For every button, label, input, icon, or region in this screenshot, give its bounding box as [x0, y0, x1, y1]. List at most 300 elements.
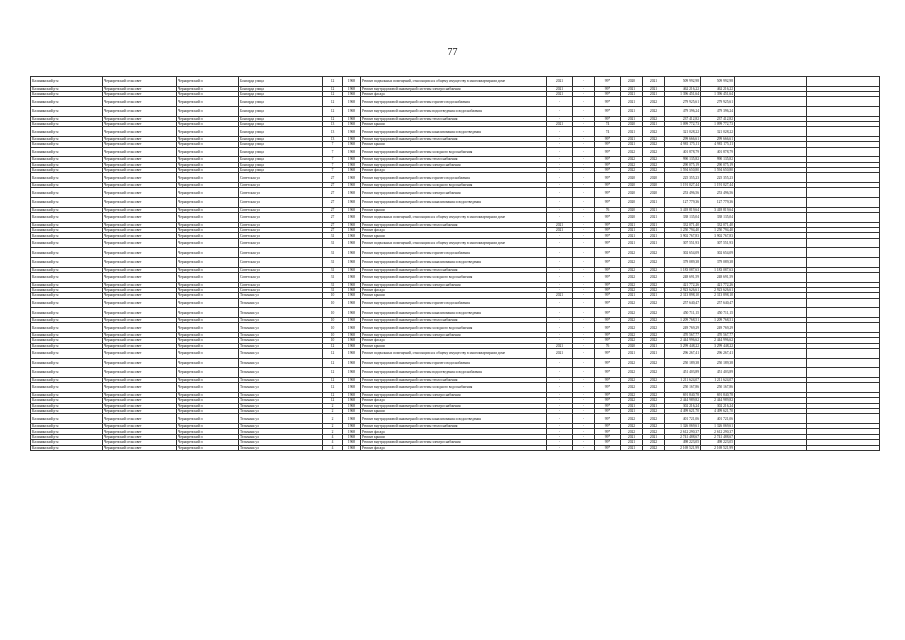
- cell-end-year: 2022: [643, 282, 665, 287]
- cell-street: Советская ул: [239, 213, 323, 223]
- cell-start-year: 2022: [621, 392, 643, 397]
- cell-settlement: Черноречский сельсовет: [103, 392, 177, 397]
- cell-house: 12: [323, 377, 343, 382]
- cell-locality: Черноречский п: [177, 282, 239, 287]
- cell-house: 4: [323, 445, 343, 450]
- cell-empty-1: [735, 323, 807, 333]
- cell-street: Бонгарда улица: [239, 91, 323, 96]
- cell-flag-3: 76: [595, 343, 621, 348]
- cell-settlement: Черноречский сельсовет: [103, 127, 177, 137]
- cell-district: Калининский р-н: [31, 317, 103, 322]
- cell-flag-1: -: [547, 445, 573, 450]
- cell-end-year: 2022: [643, 424, 665, 429]
- cell-district: Калининский р-н: [31, 188, 103, 198]
- cell-settlement: Черноречский сельсовет: [103, 86, 177, 91]
- cell-district: Калининский р-н: [31, 343, 103, 348]
- cell-end-year: 2022: [643, 392, 665, 397]
- table-row: [31, 445, 880, 450]
- cell-year: 1968: [343, 445, 361, 450]
- cell-flag-3: 99*: [595, 168, 621, 173]
- cell-locality: Черноречский п: [177, 424, 239, 429]
- cell-locality: Черноречский п: [177, 157, 239, 162]
- cell-street: Советская ул: [239, 258, 323, 268]
- cell-year: 1968: [343, 358, 361, 368]
- cell-year: 1968: [343, 308, 361, 318]
- cell-locality: Черноречский п: [177, 272, 239, 282]
- table-row: [31, 323, 880, 333]
- cell-cost: 2 313 898,10: [665, 293, 701, 298]
- cell-settlement: Черноречский сельсовет: [103, 403, 177, 408]
- cell-flag-1: 2021: [547, 77, 573, 87]
- cell-work-type: Ремонт внутридомовой инженерной системы горячего водоснабжения: [361, 97, 547, 107]
- cell-flag-2: -: [573, 429, 595, 434]
- cell-start-year: 2020: [621, 77, 643, 87]
- page-number: 77: [447, 47, 458, 58]
- cell-start-year: 2022: [621, 338, 643, 343]
- cell-street: Советская ул: [239, 267, 323, 272]
- cell-end-year: 2021: [643, 213, 665, 223]
- cell-cost: 1 326 069,61: [665, 424, 701, 429]
- cell-end-year: 2021: [643, 228, 665, 233]
- cell-flag-1: 2021: [547, 91, 573, 96]
- cell-flag-1: -: [547, 434, 573, 439]
- cell-work-type: Ремонт подвальных помещений, относящихся к общему имуществу в многоквартирном доме: [361, 349, 547, 359]
- cell-work-type: Ремонт внутридомовой инженерной системы теплоснабжения: [361, 116, 547, 121]
- cell-settlement: Черноречский сельсовет: [103, 121, 177, 126]
- cell-locality: Черноречский п: [177, 267, 239, 272]
- cell-flag-2: -: [573, 188, 595, 198]
- cell-work-type: Ремонт крыши: [361, 121, 547, 126]
- cell-locality: Черноречский п: [177, 332, 239, 337]
- cell-flag-1: -: [547, 267, 573, 272]
- cell-settlement: Черноречский сельсовет: [103, 183, 177, 188]
- cell-work-type: Ремонт фасада: [361, 228, 547, 233]
- cell-work-type: Ремонт внутридомовой инженерной системы холодного водоснабжения: [361, 383, 547, 393]
- cell-flag-1: -: [547, 383, 573, 393]
- cell-flag-2: -: [573, 332, 595, 337]
- cell-flag-3: 99*: [595, 106, 621, 116]
- cell-flag-2: -: [573, 168, 595, 173]
- cell-flag-3: 99*: [595, 403, 621, 408]
- cell-end-year: 2022: [643, 298, 665, 308]
- cell-flag-2: -: [573, 121, 595, 126]
- cell-flag-2: -: [573, 414, 595, 424]
- cell-work-type: Ремонт внутридомовой инженерной системы канализования и водоотведения: [361, 308, 547, 318]
- cell-empty-2: [807, 368, 880, 378]
- cell-flag-1: 2021: [547, 349, 573, 359]
- cell-flag-1: -: [547, 188, 573, 198]
- cell-street: Тельмана ул: [239, 323, 323, 333]
- cell-empty-1: [735, 188, 807, 198]
- cell-house: 10: [323, 338, 343, 343]
- cell-house: 7: [323, 162, 343, 167]
- cell-empty-2: [807, 349, 880, 359]
- cell-cost: 2 444 996,62: [665, 338, 701, 343]
- cell-district: Калининский р-н: [31, 198, 103, 208]
- cell-flag-1: -: [547, 157, 573, 162]
- table-row: [31, 298, 880, 308]
- cell-district: Калининский р-н: [31, 272, 103, 282]
- cell-flag-3: 99*: [595, 233, 621, 238]
- cell-end-year: 2021: [643, 86, 665, 91]
- cell-street: Тельмана ул: [239, 368, 323, 378]
- cell-start-year: 2021: [621, 86, 643, 91]
- cell-house: 12: [323, 91, 343, 96]
- cell-locality: Черноречский п: [177, 368, 239, 378]
- cell-flag-3: 99*: [595, 429, 621, 434]
- cell-year: 1968: [343, 183, 361, 188]
- cell-locality: Черноречский п: [177, 183, 239, 188]
- cell-flag-1: -: [547, 183, 573, 188]
- cell-street: Бонгарда улица: [239, 116, 323, 121]
- cell-work-type: Ремонт внутридомовой инженерной системы канализования и водоотведения: [361, 127, 547, 137]
- cell-house: 27: [323, 173, 343, 183]
- cell-cost: 3 418 819,64: [665, 207, 701, 212]
- cell-locality: Черноречский п: [177, 293, 239, 298]
- cell-flag-2: -: [573, 358, 595, 368]
- cell-district: Калининский р-н: [31, 106, 103, 116]
- cell-end-year: 2020: [643, 183, 665, 188]
- cell-empty-2: [807, 238, 880, 248]
- cell-locality: Черноречский п: [177, 188, 239, 198]
- cell-start-year: 2022: [621, 298, 643, 308]
- cell-year: 1968: [343, 188, 361, 198]
- cell-district: Калининский р-н: [31, 248, 103, 258]
- cell-end-year: 2021: [643, 207, 665, 212]
- cell-end-year: 2022: [643, 147, 665, 157]
- cell-house: 31: [323, 267, 343, 272]
- cell-flag-2: -: [573, 97, 595, 107]
- cell-year: 1968: [343, 91, 361, 96]
- cell-street: Советская ул: [239, 222, 323, 227]
- cell-year: 1968: [343, 142, 361, 147]
- cell-start-year: 2022: [621, 414, 643, 424]
- cell-settlement: Черноречский сельсовет: [103, 267, 177, 272]
- cell-work-type: Ремонт внутридомовой инженерной системы горячего водоснабжения: [361, 358, 547, 368]
- cell-locality: Черноречский п: [177, 173, 239, 183]
- table-row: [31, 414, 880, 424]
- cell-flag-3: 99*: [595, 157, 621, 162]
- cell-work-type: Ремонт внутридомовой инженерной системы электроснабжения: [361, 332, 547, 337]
- cell-settlement: Черноречский сельсовет: [103, 188, 177, 198]
- cell-district: Калининский р-н: [31, 213, 103, 223]
- cell-start-year: 2021: [621, 97, 643, 107]
- cell-house: 27: [323, 198, 343, 208]
- cell-flag-2: -: [573, 207, 595, 212]
- cell-cost: 279 925,61: [665, 97, 701, 107]
- table-row: [31, 358, 880, 368]
- cell-flag-1: -: [547, 162, 573, 167]
- cell-total: 338 135,04: [701, 213, 735, 223]
- cell-house: 2: [323, 424, 343, 429]
- cell-district: Калининский р-н: [31, 157, 103, 162]
- cell-flag-1: 2021: [547, 228, 573, 233]
- cell-flag-3: 99*: [595, 287, 621, 292]
- cell-street: Тельмана ул: [239, 377, 323, 382]
- cell-start-year: 2020: [621, 188, 643, 198]
- cell-house: 31: [323, 282, 343, 287]
- cell-locality: Черноречский п: [177, 121, 239, 126]
- cell-flag-1: -: [547, 358, 573, 368]
- cell-street: Советская ул: [239, 207, 323, 212]
- table-row: [31, 147, 880, 157]
- cell-start-year: 2021: [621, 409, 643, 414]
- cell-locality: Черноречский п: [177, 445, 239, 450]
- cell-settlement: Черноречский сельсовет: [103, 77, 177, 87]
- cell-street: Советская ул: [239, 173, 323, 183]
- cell-year: 1968: [343, 121, 361, 126]
- cell-district: Калининский р-н: [31, 429, 103, 434]
- cell-end-year: 2022: [643, 398, 665, 403]
- cell-flag-3: 99*: [595, 332, 621, 337]
- cell-flag-3: 99*: [595, 142, 621, 147]
- cell-locality: Черноречский п: [177, 429, 239, 434]
- cell-end-year: 2022: [643, 409, 665, 414]
- cell-cost: 379 089,38: [665, 258, 701, 268]
- cell-total: 990 135,82: [701, 157, 735, 162]
- cell-empty-1: [735, 414, 807, 424]
- cell-work-type: Ремонт внутридомовой инженерной системы канализования и водоотведения: [361, 414, 547, 424]
- cell-street: Бонгарда улица: [239, 136, 323, 141]
- cell-settlement: Черноречский сельсовет: [103, 258, 177, 268]
- cell-flag-1: -: [547, 282, 573, 287]
- cell-total: 1 099 772,73: [701, 121, 735, 126]
- cell-district: Калининский р-н: [31, 403, 103, 408]
- cell-flag-1: -: [547, 332, 573, 337]
- table-row: [31, 272, 880, 282]
- cell-settlement: Черноречский сельсовет: [103, 116, 177, 121]
- cell-locality: Черноречский п: [177, 233, 239, 238]
- cell-end-year: 2022: [643, 272, 665, 282]
- cell-empty-1: [735, 198, 807, 208]
- cell-year: 1968: [343, 429, 361, 434]
- cell-empty-2: [807, 127, 880, 137]
- cell-start-year: 2020: [621, 343, 643, 348]
- cell-settlement: Черноречский сельсовет: [103, 293, 177, 298]
- cell-flag-1: -: [547, 317, 573, 322]
- cell-start-year: 2021: [621, 142, 643, 147]
- cell-empty-2: [807, 323, 880, 333]
- cell-work-type: Ремонт внутридомовой инженерной системы горячего водоснабжения: [361, 248, 547, 258]
- cell-locality: Черноречский п: [177, 77, 239, 87]
- cell-street: Советская ул: [239, 188, 323, 198]
- cell-end-year: 2021: [643, 121, 665, 126]
- cell-district: Калининский р-н: [31, 358, 103, 368]
- cell-flag-2: -: [573, 91, 595, 96]
- cell-district: Калининский р-н: [31, 222, 103, 227]
- cell-total: 462 216,22: [701, 86, 735, 91]
- cell-cost: 250 167,86: [665, 383, 701, 393]
- cell-flag-1: -: [547, 97, 573, 107]
- cell-empty-1: [735, 248, 807, 258]
- cell-year: 1968: [343, 323, 361, 333]
- cell-street: Бонгарда улица: [239, 97, 323, 107]
- cell-year: 1968: [343, 338, 361, 343]
- cell-house: 12: [323, 349, 343, 359]
- cell-empty-1: [735, 97, 807, 107]
- cell-flag-1: -: [547, 377, 573, 382]
- cell-year: 1968: [343, 97, 361, 107]
- cell-work-type: Ремонт внутридомовой инженерной системы холодного водоснабжения: [361, 183, 547, 188]
- cell-house: 31: [323, 258, 343, 268]
- cell-flag-3: 99*: [595, 272, 621, 282]
- cell-flag-2: -: [573, 308, 595, 318]
- cell-locality: Черноречский п: [177, 358, 239, 368]
- cell-district: Калининский р-н: [31, 398, 103, 403]
- cell-flag-2: -: [573, 349, 595, 359]
- cell-start-year: 2022: [621, 368, 643, 378]
- cell-settlement: Черноречский сельсовет: [103, 440, 177, 445]
- cell-locality: Черноречский п: [177, 308, 239, 318]
- cell-work-type: Ремонт внутридомовой инженерной системы теплоснабжения: [361, 222, 547, 227]
- cell-district: Калининский р-н: [31, 258, 103, 268]
- cell-total: 1 209 768,51: [701, 317, 735, 322]
- cell-flag-2: -: [573, 403, 595, 408]
- cell-locality: Черноречский п: [177, 440, 239, 445]
- cell-end-year: 2022: [643, 377, 665, 382]
- cell-district: Калининский р-н: [31, 424, 103, 429]
- cell-settlement: Черноречский сельсовет: [103, 424, 177, 429]
- cell-total: 3 418 819,64: [701, 207, 735, 212]
- table-row: [31, 238, 880, 248]
- cell-empty-2: [807, 258, 880, 268]
- cell-district: Калининский р-н: [31, 392, 103, 397]
- cell-work-type: Ремонт внутридомовой инженерной системы электроснабжения: [361, 392, 547, 397]
- cell-empty-1: [735, 106, 807, 116]
- cell-start-year: 2021: [621, 106, 643, 116]
- cell-settlement: Черноречский сельсовет: [103, 157, 177, 162]
- cell-street: Советская ул: [239, 228, 323, 233]
- cell-end-year: 2021: [643, 198, 665, 208]
- cell-cost: 338 135,04: [665, 213, 701, 223]
- cell-total: 691 840,78: [701, 392, 735, 397]
- cell-settlement: Черноречский сельсовет: [103, 272, 177, 282]
- cell-total: 2 444 989,82: [701, 398, 735, 403]
- cell-total: 1 183 087,63: [701, 267, 735, 272]
- cell-flag-1: -: [547, 287, 573, 292]
- cell-flag-2: -: [573, 424, 595, 429]
- cell-street: Тельмана ул: [239, 440, 323, 445]
- cell-district: Калининский р-н: [31, 121, 103, 126]
- cell-cost: 257 640,47: [665, 298, 701, 308]
- cell-district: Калининский р-н: [31, 338, 103, 343]
- cell-total: 250 189,38: [701, 358, 735, 368]
- cell-house: 10: [323, 332, 343, 337]
- table-row: [31, 97, 880, 107]
- cell-end-year: 2021: [643, 293, 665, 298]
- cell-empty-1: [735, 298, 807, 308]
- cell-settlement: Черноречский сельсовет: [103, 349, 177, 359]
- cell-total: 4 981 175,11: [701, 142, 735, 147]
- cell-street: Тельмана ул: [239, 445, 323, 450]
- cell-end-year: 2021: [643, 238, 665, 248]
- cell-year: 1968: [343, 222, 361, 227]
- cell-street: Советская ул: [239, 272, 323, 282]
- cell-flag-3: 99*: [595, 198, 621, 208]
- cell-end-year: 2022: [643, 287, 665, 292]
- cell-start-year: 2022: [621, 358, 643, 368]
- cell-locality: Черноречский п: [177, 349, 239, 359]
- cell-year: 1968: [343, 377, 361, 382]
- cell-cost: 509 992,98: [665, 77, 701, 87]
- cell-work-type: Ремонт внутридомовой инженерной системы теплоснабжения: [361, 377, 547, 382]
- cell-district: Калининский р-н: [31, 207, 103, 212]
- cell-locality: Черноречский п: [177, 298, 239, 308]
- cell-cost: 479 396,24: [665, 106, 701, 116]
- cell-work-type: Ремонт внутридомовой инженерной системы холодного водоснабжения: [361, 323, 547, 333]
- cell-street: Тельмана ул: [239, 332, 323, 337]
- cell-flag-2: -: [573, 343, 595, 348]
- cell-cost: 451 403,89: [665, 368, 701, 378]
- cell-house: 10: [323, 298, 343, 308]
- cell-flag-2: -: [573, 142, 595, 147]
- cell-total: 2 313 898,10: [701, 293, 735, 298]
- cell-empty-2: [807, 106, 880, 116]
- cell-flag-1: 2021: [547, 121, 573, 126]
- cell-street: Тельмана ул: [239, 409, 323, 414]
- cell-year: 1968: [343, 440, 361, 445]
- cell-house: 31: [323, 233, 343, 238]
- cell-end-year: 2020: [643, 188, 665, 198]
- cell-total: 237 412,82: [701, 116, 735, 121]
- cell-total: 470 567,77: [701, 332, 735, 337]
- cell-flag-1: -: [547, 424, 573, 429]
- cell-flag-2: -: [573, 440, 595, 445]
- cell-district: Калининский р-н: [31, 77, 103, 87]
- cell-district: Калининский р-н: [31, 173, 103, 183]
- cell-flag-2: -: [573, 173, 595, 183]
- cell-district: Калининский р-н: [31, 86, 103, 91]
- cell-flag-1: -: [547, 414, 573, 424]
- cell-work-type: Ремонт внутридомовой инженерной системы электроснабжения: [361, 440, 547, 445]
- cell-locality: Черноречский п: [177, 106, 239, 116]
- cell-total: 479 396,24: [701, 106, 735, 116]
- cell-flag-2: -: [573, 183, 595, 188]
- cell-flag-1: 2021: [547, 222, 573, 227]
- cell-settlement: Черноречский сельсовет: [103, 213, 177, 223]
- cell-cost: 253 496,56: [665, 188, 701, 198]
- cell-end-year: 2021: [643, 91, 665, 96]
- cell-district: Калининский р-н: [31, 434, 103, 439]
- cell-start-year: 2021: [621, 228, 643, 233]
- cell-total: 302 216,24: [701, 403, 735, 408]
- cell-cost: 990 135,82: [665, 157, 701, 162]
- cell-flag-2: -: [573, 248, 595, 258]
- cell-start-year: 2021: [621, 349, 643, 359]
- cell-start-year: 2021: [621, 222, 643, 227]
- cell-work-type: Ремонт внутридомовой инженерной системы канализования и водоотведения: [361, 258, 547, 268]
- cell-start-year: 2022: [621, 398, 643, 403]
- cell-flag-3: 99*: [595, 86, 621, 91]
- cell-locality: Черноречский п: [177, 238, 239, 248]
- cell-year: 1968: [343, 403, 361, 408]
- cell-start-year: 2022: [621, 308, 643, 318]
- cell-work-type: Ремонт крыши: [361, 343, 547, 348]
- cell-flag-2: -: [573, 267, 595, 272]
- cell-locality: Черноречский п: [177, 392, 239, 397]
- cell-flag-1: -: [547, 168, 573, 173]
- cell-settlement: Черноречский сельсовет: [103, 147, 177, 157]
- cell-district: Калининский р-н: [31, 377, 103, 382]
- cell-flag-2: -: [573, 287, 595, 292]
- cell-flag-1: -: [547, 272, 573, 282]
- cell-flag-2: -: [573, 377, 595, 382]
- cell-empty-2: [807, 147, 880, 157]
- cell-district: Калининский р-н: [31, 298, 103, 308]
- cell-flag-3: 99*: [595, 173, 621, 183]
- cell-empty-2: [807, 308, 880, 318]
- cell-flag-3: 99*: [595, 424, 621, 429]
